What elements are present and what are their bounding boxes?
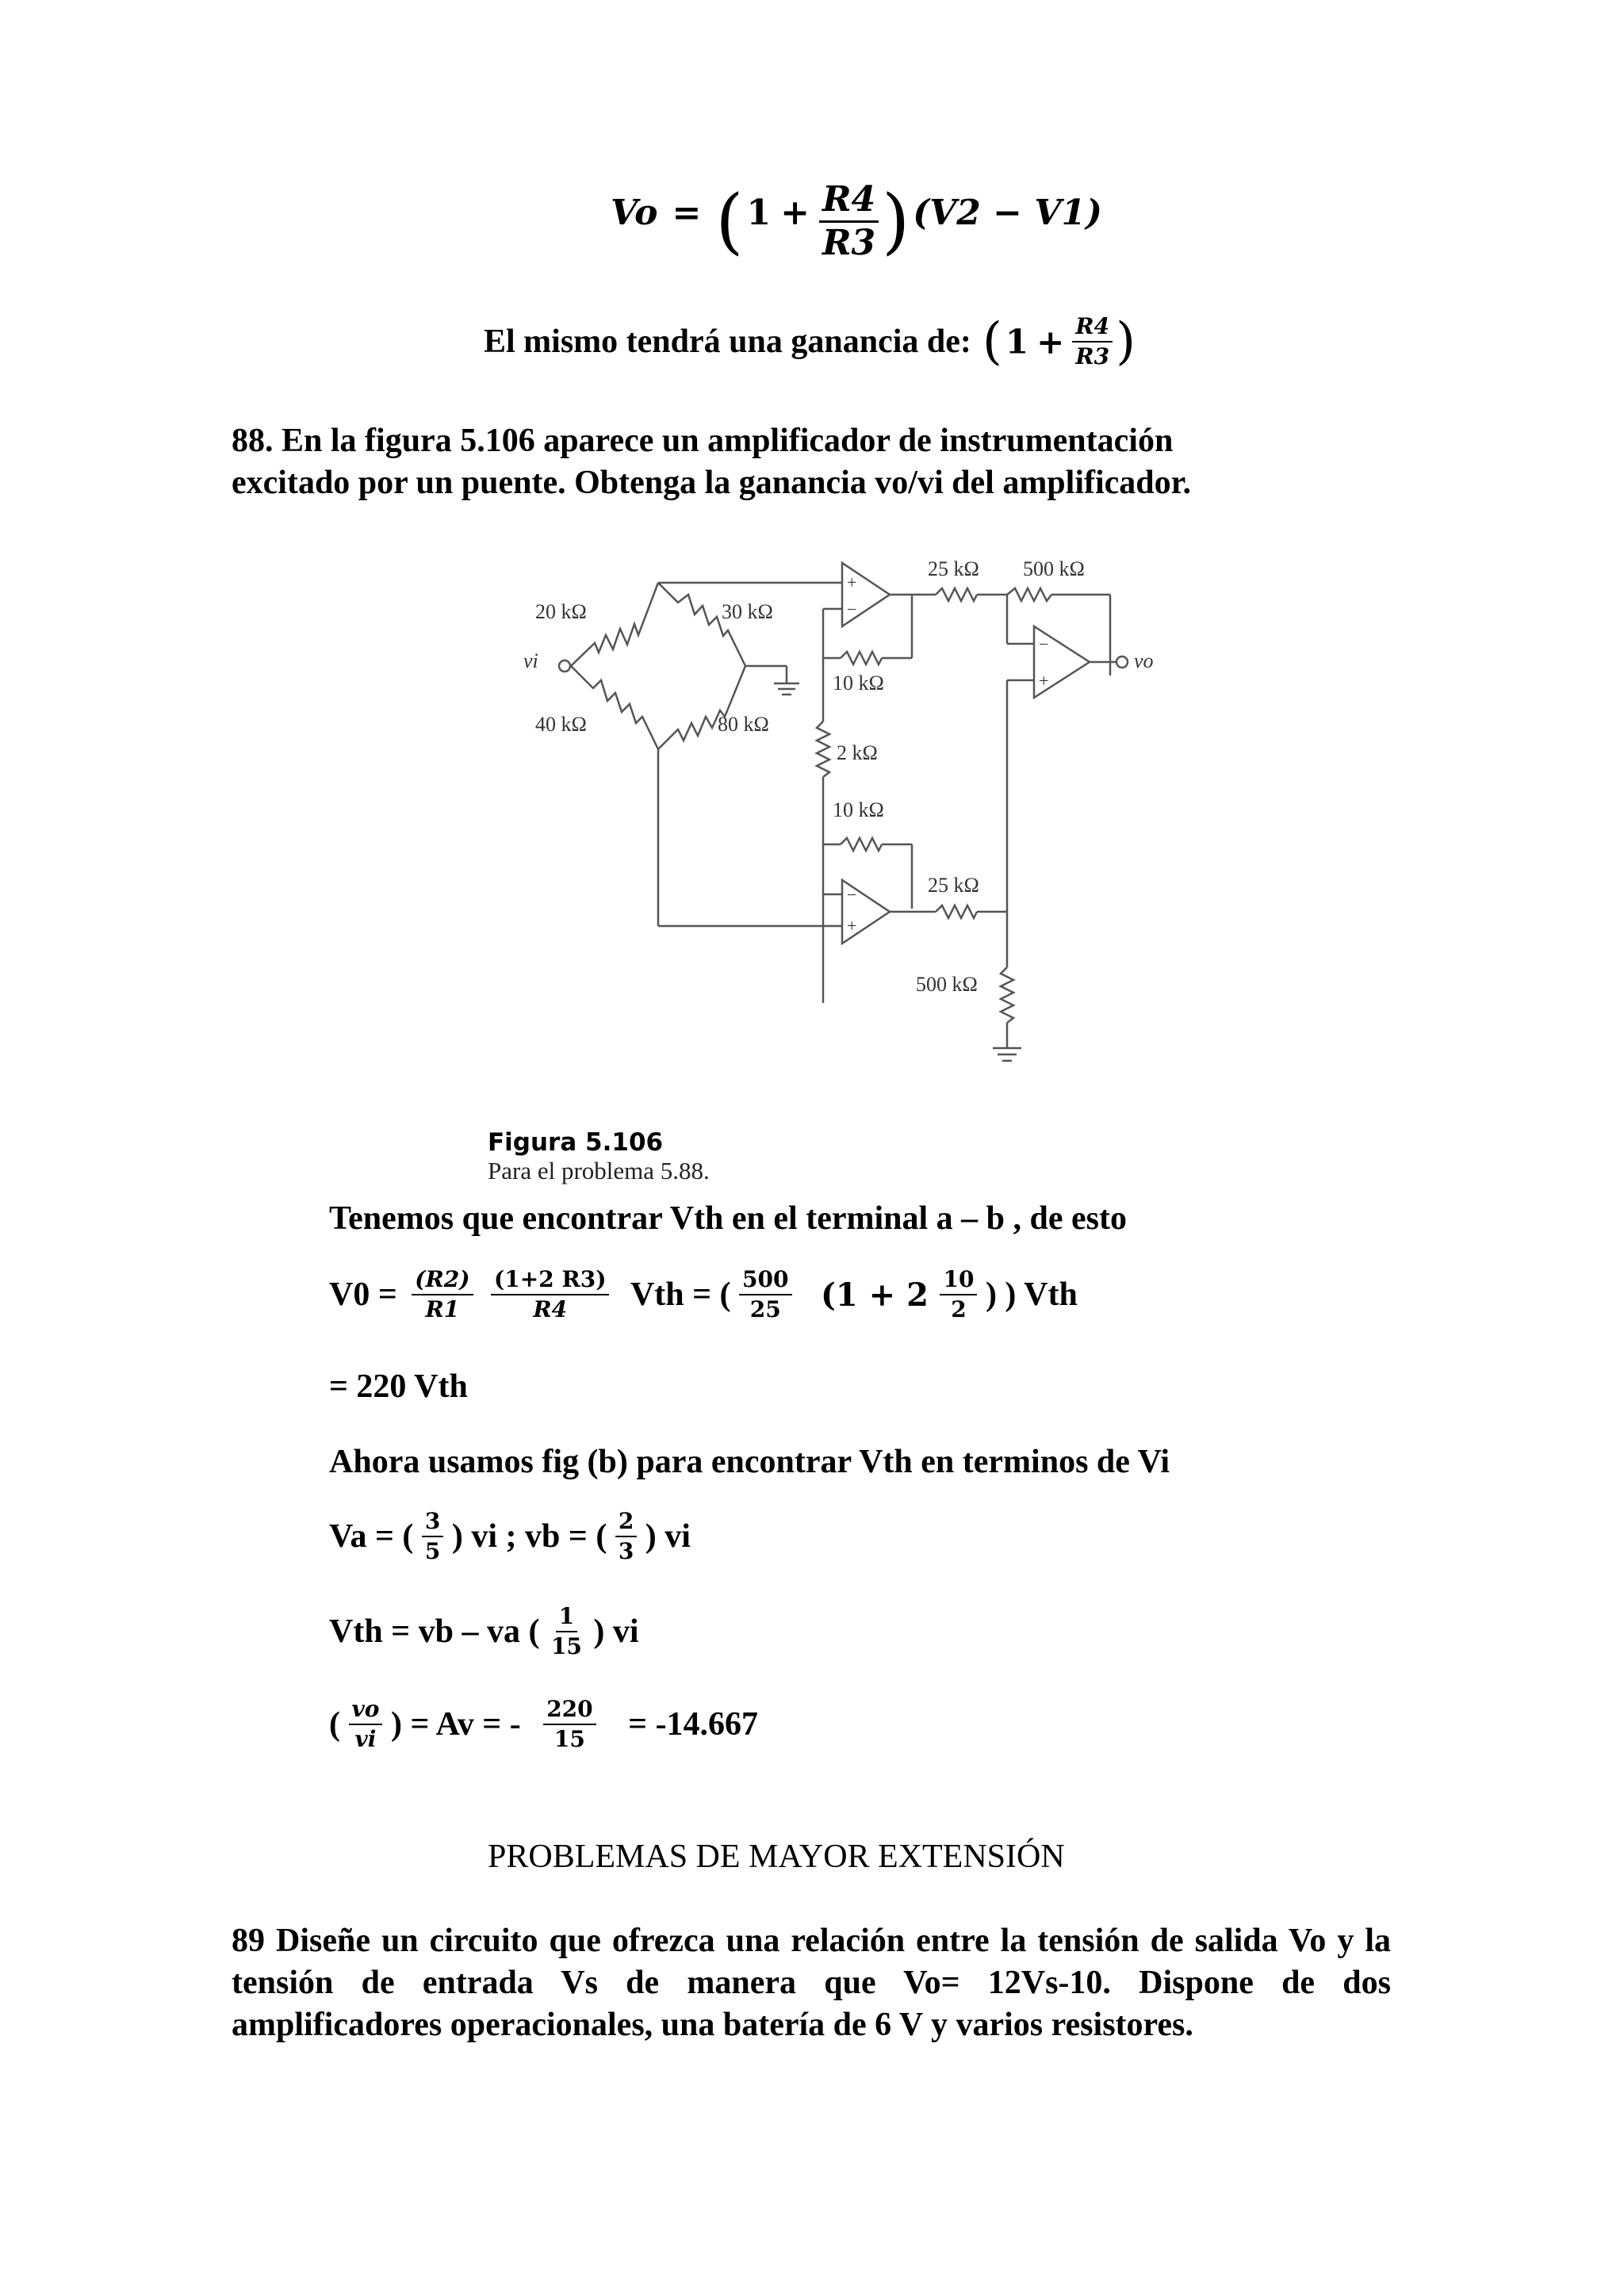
formula-vo-plus: +	[780, 193, 810, 234]
solution-line-3: = 220 Vth	[329, 1368, 468, 1405]
formula-vo: Vo = ( 1 + $\frac{R4}{R3}$ ) (V2 − V1)	[611, 179, 1102, 263]
circuit-figure	[508, 547, 1154, 1070]
formula-vo-eq: =	[672, 193, 702, 234]
label-30k: 30 kΩ	[722, 600, 773, 623]
label-25k-top: 25 kΩ	[928, 557, 979, 580]
figure-caption-text: Para el problema 5.88.	[488, 1157, 710, 1184]
figure-caption-title: Figura 5.106	[488, 1128, 664, 1157]
gain-fraction: $\frac{R4}{R3}$	[1072, 316, 1113, 368]
label-10k-top: 10 kΩ	[833, 672, 884, 695]
label-vi: vi	[523, 649, 538, 672]
gain-text: El mismo tendrá una ganancia de:	[484, 323, 971, 360]
solution-va-vb: Va = ( $\frac{3}{5}$ ) vi ; vb = ( $\frac{2}{3}$ ) vi	[329, 1508, 691, 1564]
solution-line-1: Tenemos que encontrar Vth en el terminal a – b , de esto	[329, 1200, 1128, 1237]
solution-v0: V0 = $\frac{(R2)}{R1}$ $\frac{(1+2 R3)}{R4}$ Vth = ( $\frac{500}{25}$ (1 + 2 $\frac{10}{2}$ ) ) Vth	[329, 1266, 1078, 1322]
formula-vo-tail: (V2 − V1)	[913, 193, 1102, 234]
section-title: PROBLEMAS DE MAYOR EXTENSIÓN	[488, 1839, 1065, 1875]
problem-89: 89 Diseñe un circuito que ofrezca una relación entre la tensión de salida Vo y la tensión de entrada Vs de manera que Vo= 12Vs-10. Dispone de dos amplificadores operacionales, una batería de 6 V y varios resistores.	[232, 1923, 1391, 2043]
formula-vo-one: 1	[746, 193, 772, 234]
opamp1-plus: +	[847, 572, 857, 592]
solution-vth: Vth = vb – va ( $\frac{1}{15}$ ) vi	[329, 1603, 639, 1659]
label-2k: 2 kΩ	[837, 741, 878, 764]
opamp2-minus: −	[847, 885, 857, 905]
gain-line: El mismo tendrá una ganancia de: ( 1 + $\frac{R4}{R3}$ )	[484, 312, 1136, 371]
opamp2-plus: +	[847, 916, 857, 936]
formula-vo-lhs: Vo	[611, 193, 658, 234]
label-40k: 40 kΩ	[535, 713, 587, 736]
formula-vo-fraction: $\frac{R4}{R3}$	[819, 182, 879, 261]
solution-av: ( $\frac{vo}{vi}$ ) = Av = - $\frac{220}{15}$ = -14.667	[329, 1696, 759, 1752]
figure-caption	[488, 1128, 710, 1185]
label-80k: 80 kΩ	[718, 713, 769, 736]
solution-line-4: Ahora usamos fig (b) para encontrar Vth en terminos de Vi	[329, 1444, 1170, 1480]
opamp3-plus: +	[1039, 671, 1049, 691]
opamp3-minus: −	[1039, 634, 1049, 654]
label-10k-bottom: 10 kΩ	[833, 798, 884, 821]
label-20k: 20 kΩ	[535, 600, 587, 623]
label-vo: vo	[1134, 649, 1154, 672]
label-25k-bottom: 25 kΩ	[928, 874, 979, 897]
label-500k-bottom: 500 kΩ	[916, 973, 978, 996]
problem-88: 88. En la figura 5.106 aparece un amplificador de instrumentación excitado por un puente. Obtenga la ganancia vo/vi del amplificador.	[232, 423, 1191, 501]
opamp1-minus: −	[847, 599, 857, 619]
label-500k-top: 500 kΩ	[1023, 557, 1085, 580]
